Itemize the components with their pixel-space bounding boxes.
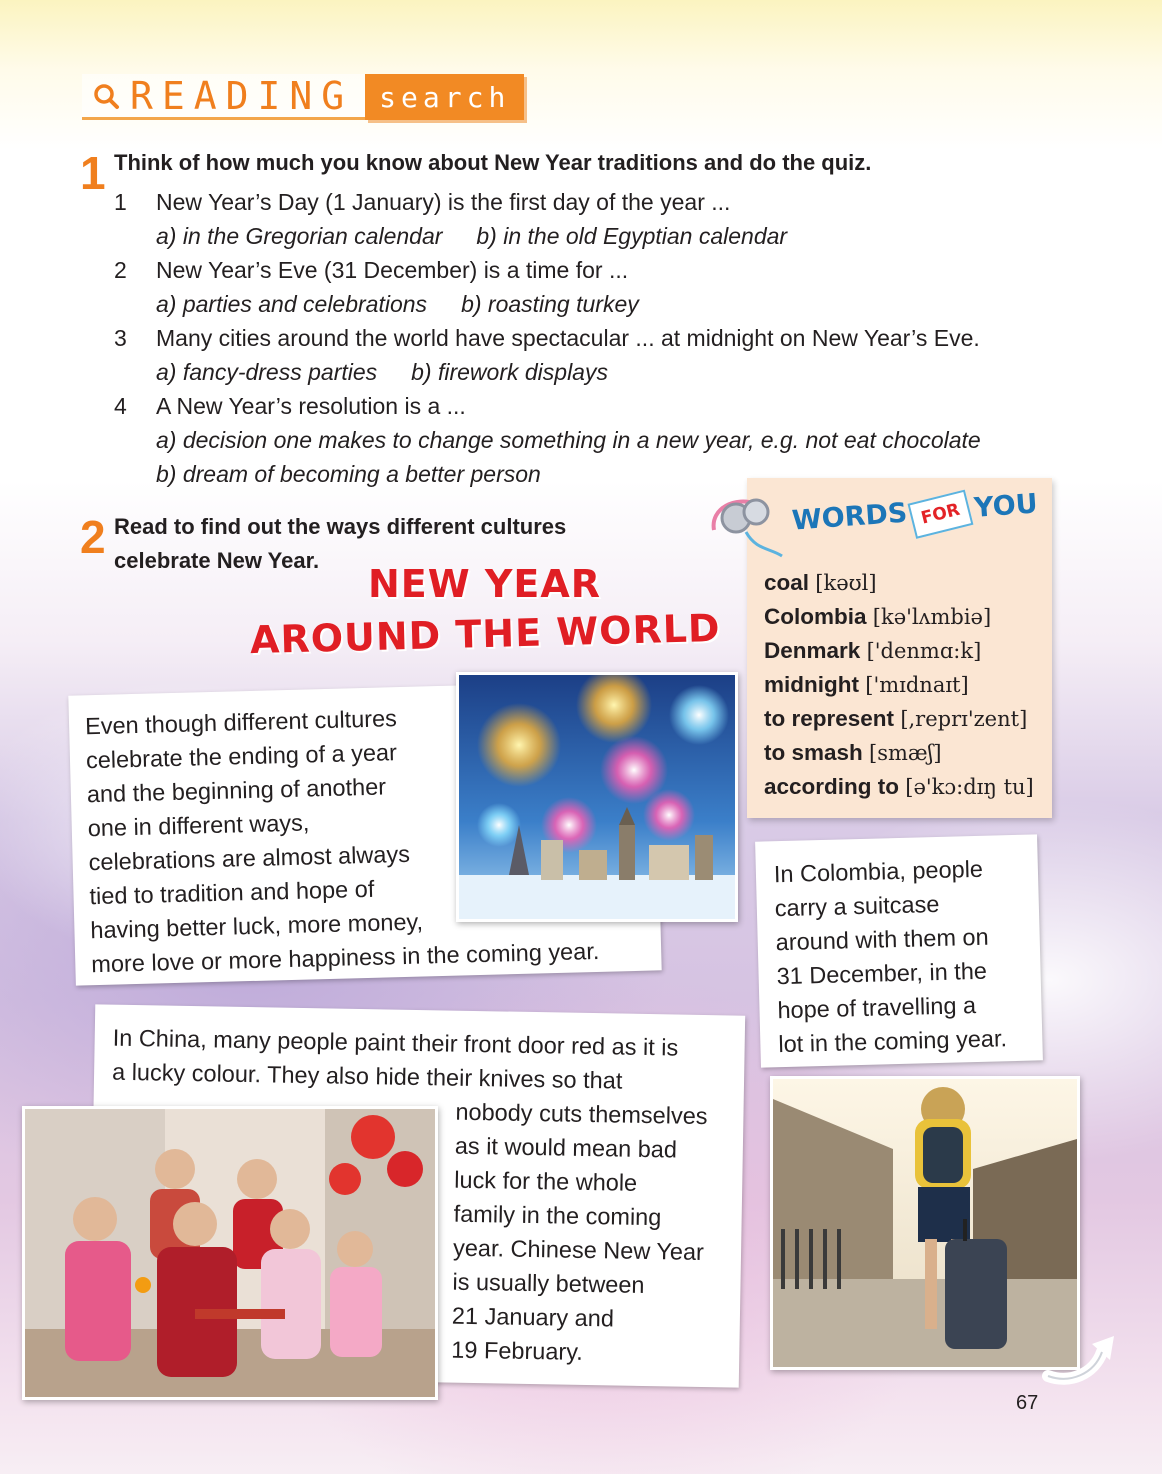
task-2-line: Read to find out the ways different cultures [114,514,567,539]
colombia-text [774,850,1039,1061]
text-line: tied to tradition and hope of [89,875,375,910]
option-b: b) roasting turkey [461,291,639,317]
text-line: nobody cuts themselves [455,1098,708,1130]
word: midnight [764,672,859,697]
option-a: a) in the Gregorian calendar [156,223,443,249]
text-line: 21 January and [451,1302,615,1332]
words-list [764,566,1034,804]
text-line: In Colombia, people [773,855,984,888]
question-text: A New Year’s resolution is a ... [156,393,466,419]
word: Denmark [764,638,861,663]
words-for-you-title-left: WORDS [791,497,909,537]
text-line: Even though different cultures [84,705,398,740]
traveller-image [773,1079,1077,1367]
text-line: around with them on [775,923,989,956]
task-2-number: 2 [80,511,106,563]
option-b: b) dream of becoming a better person [156,461,541,487]
next-page-arrow-icon[interactable] [1040,1330,1120,1386]
option-a: a) fancy-dress parties [156,359,378,385]
text-line: In China, many people paint their front door red as it is [112,1024,679,1061]
word-entry [764,702,1034,736]
option-b: b) firework displays [411,359,608,385]
text-line: one in different ways, [87,809,310,842]
transcription: [smæʃ] [869,741,942,765]
text-line: celebrations are almost always [88,840,411,876]
article-title-line-2: AROUND THE WORLD [249,605,722,663]
quiz [114,185,1124,491]
section-header [82,74,524,120]
text-line: and the beginning of another [86,773,387,808]
suitcase-photo [770,1076,1080,1370]
page-number: 67 [1016,1392,1039,1414]
text-line: celebrate the ending of a year [85,739,398,774]
text-line: family in the coming [453,1200,662,1231]
text-line: a lucky colour. They also hide their knives so that [111,1058,623,1094]
word-entry [764,634,1034,668]
words-for-you-title-mid: FOR [908,490,974,539]
quiz-question [114,389,1124,491]
text-line: more love or more happiness in the coming year. [91,937,600,978]
text-line: hope of travelling a [777,992,977,1024]
task-1-instruction: Think of how much you know about New Year traditions and do the quiz. [114,150,872,175]
text-line: lot in the coming year. [778,1025,1008,1058]
colombia-card [755,834,1043,1067]
quiz-question [114,321,1124,389]
words-for-you-title-right: YOU [973,488,1039,524]
question-number: 4 [114,393,127,419]
chinese-family-photo [22,1106,438,1400]
word-entry [764,566,1034,600]
word: to smash [764,740,863,765]
text-line: year. Chinese New Year [452,1234,705,1266]
quiz-question [114,253,1124,321]
option-a: a) parties and celebrations [156,291,428,317]
word: coal [764,570,810,595]
transcription: [ə'kɔ:dɪŋ tu] [905,775,1034,799]
task-2-line: celebrate New Year. [114,548,320,573]
section-tag: search [365,74,524,120]
text-line: luck for the whole [454,1166,638,1196]
option-b: b) in the old Egyptian calendar [476,223,788,249]
china-text-side [451,1095,736,1372]
transcription: [kə'lʌmbiə] [872,605,992,629]
china-text-top [112,1021,733,1100]
text-line: having better luck, more money, [90,908,424,944]
word-entry [764,600,1034,634]
option-a: a) decision one makes to change something in a new year, e.g. not eat chocolate [156,427,981,453]
word: to represent [764,706,895,731]
fireworks-image [459,675,735,919]
text-line: carry a suitcase [774,890,940,922]
word: Colombia [764,604,867,629]
text-line: 19 February. [451,1336,584,1365]
headphones-icon [706,490,786,560]
word: according to [764,774,900,799]
transcription: ['denmɑ:k] [866,639,982,663]
section-title: READING [130,73,354,118]
question-text: New Year’s Eve (31 December) is a time for ... [156,257,629,283]
text-line: 31 December, in the [776,957,988,990]
transcription: [,reprɪ'zent] [900,707,1028,731]
question-number: 2 [114,257,127,283]
family-image [25,1109,435,1397]
transcription: ['mɪdnaɪt] [865,673,969,697]
question-number: 3 [114,325,127,351]
article-title-line-1: NEW YEAR [368,562,602,606]
question-text: New Year’s Day (1 January) is the first day of the year ... [156,189,731,215]
search-icon [92,82,120,110]
quiz-question [114,185,1124,253]
word-entry [764,736,1034,770]
word-entry [764,770,1034,804]
task-1-number: 1 [80,147,106,199]
word-entry [764,668,1034,702]
question-text: Many cities around the world have spectacular ... at midnight on New Year’s Eve. [156,325,980,351]
text-line: is usually between [452,1268,645,1298]
question-number: 1 [114,189,127,215]
fireworks-photo [456,672,738,922]
text-line: as it would mean bad [454,1132,678,1163]
transcription: [kəʊl] [815,571,877,595]
section-header-left [82,74,365,120]
